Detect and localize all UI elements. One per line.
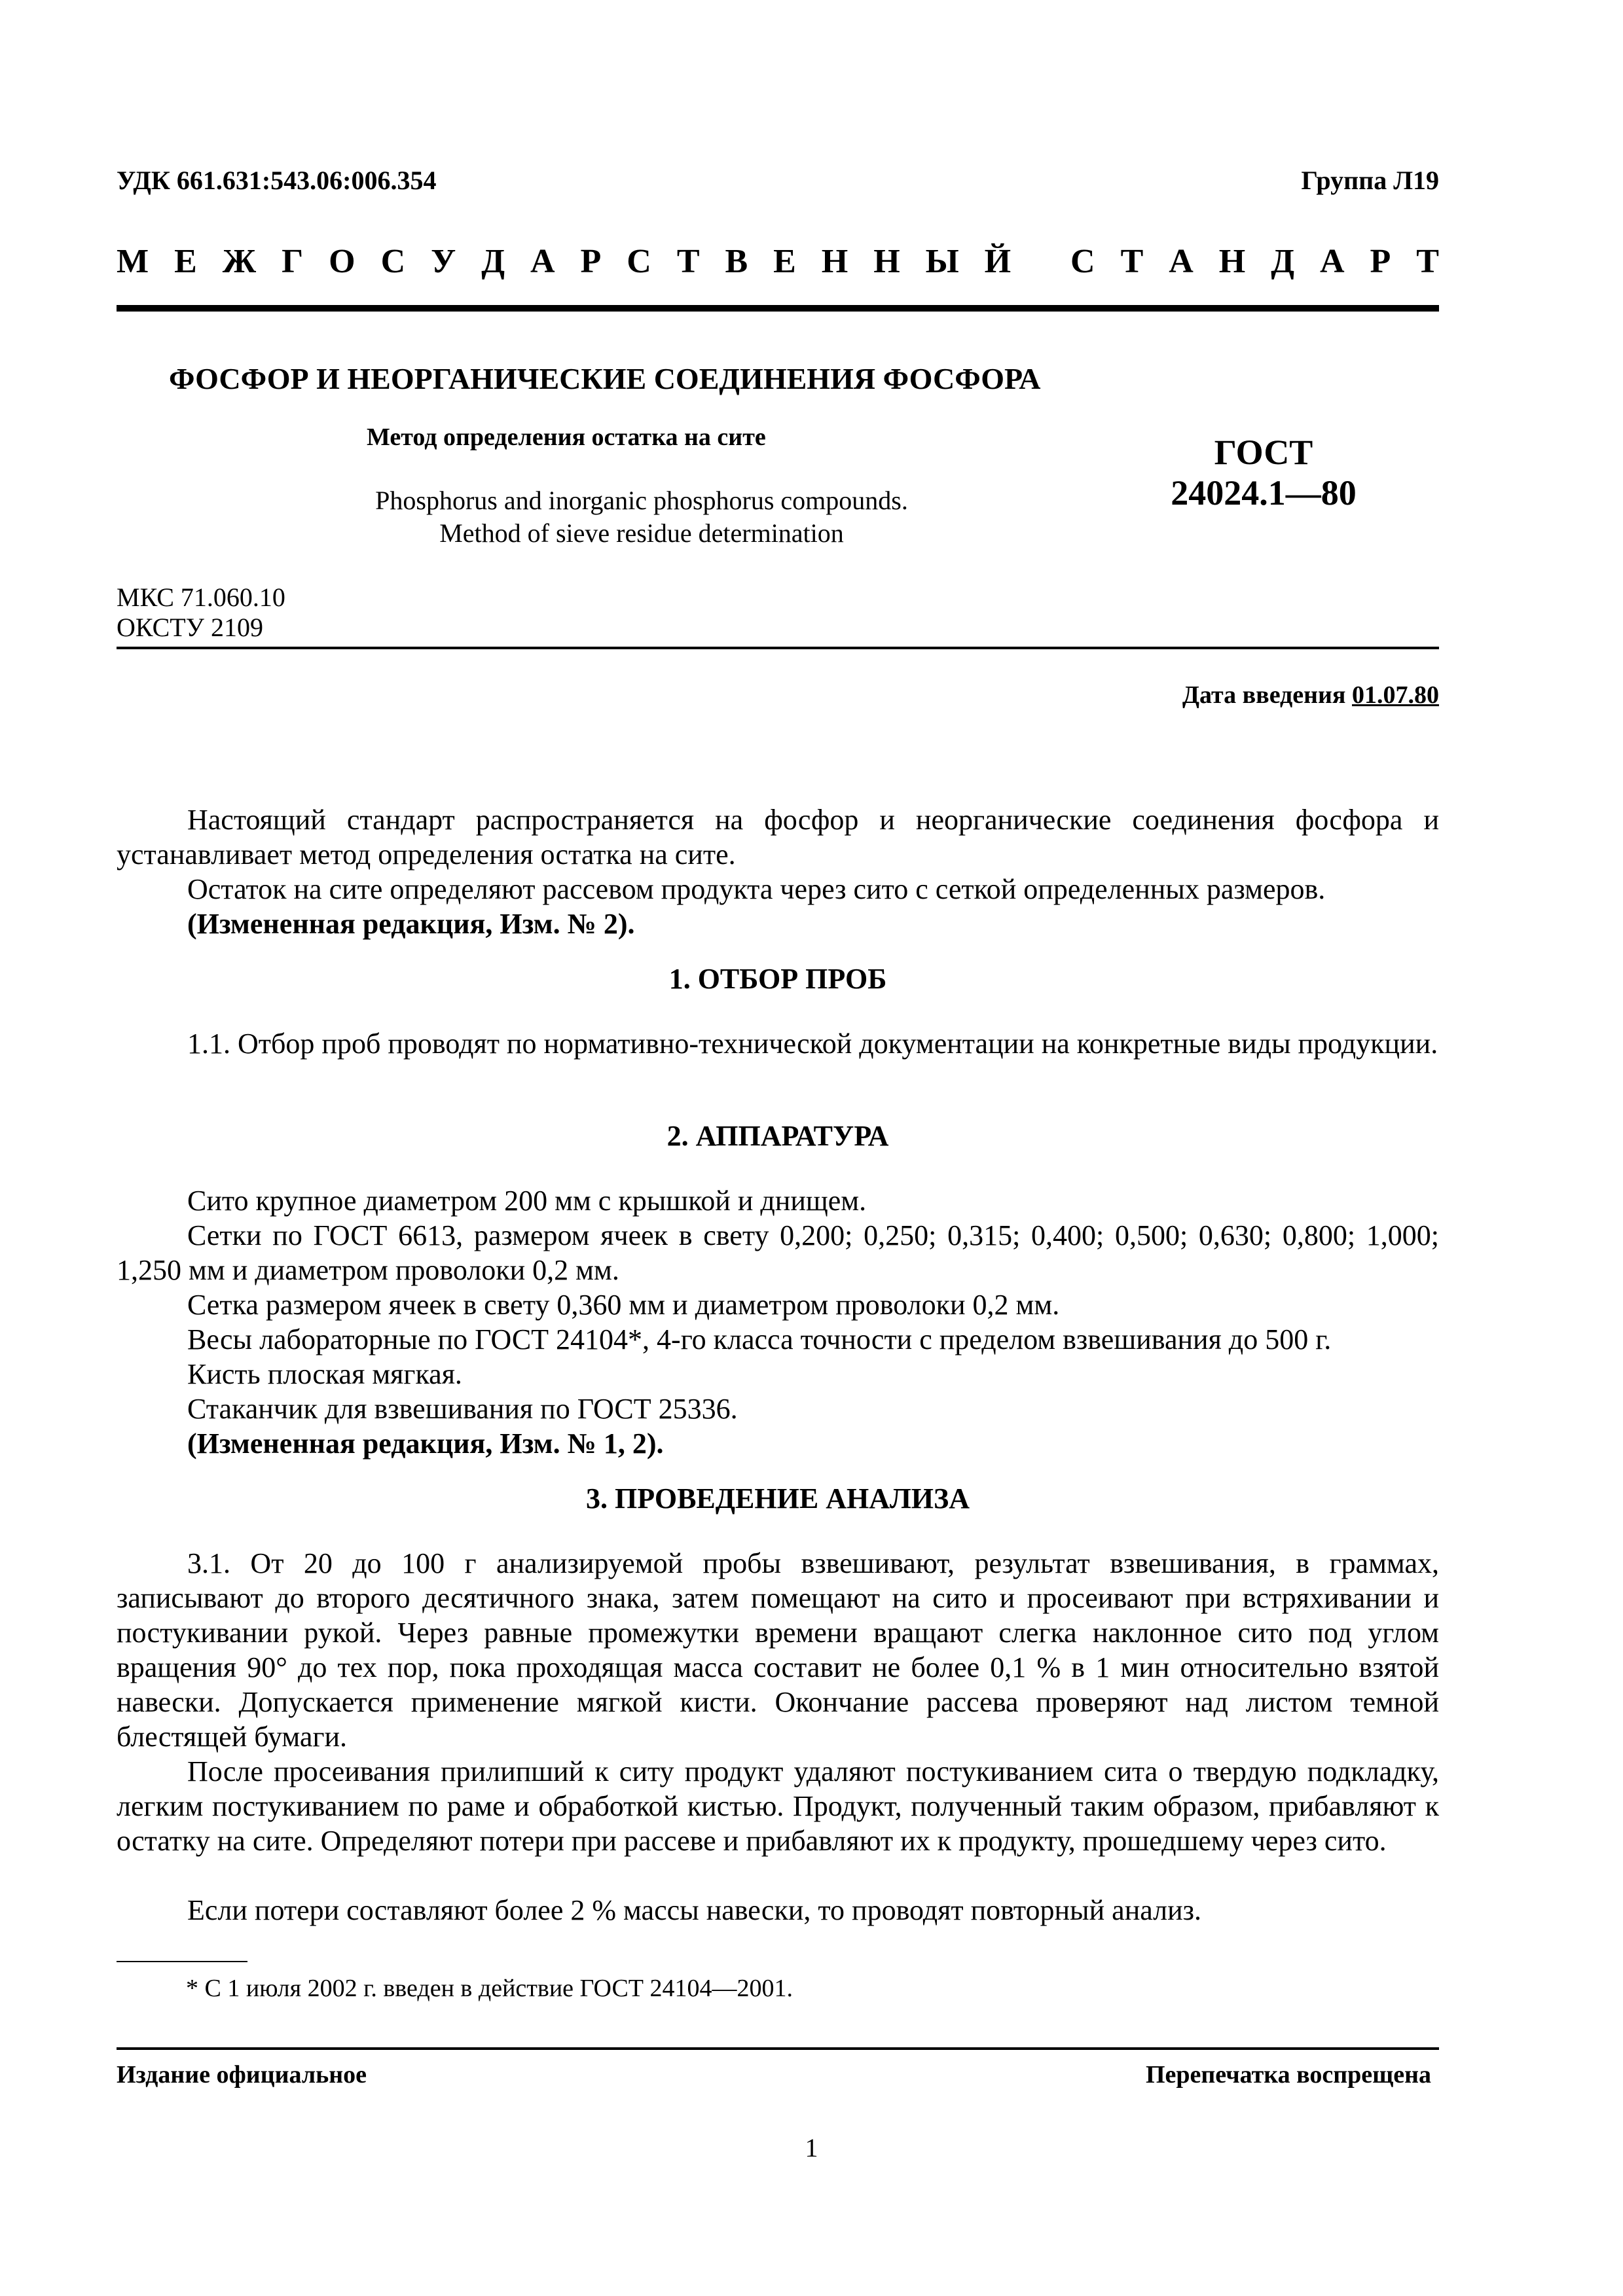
document-title: ФОСФОР И НЕОРГАНИЧЕСКИЕ СОЕДИНЕНИЯ ФОСФОРА — [169, 362, 1041, 395]
gost-number: 24024.1—80 — [1171, 473, 1357, 512]
section-2-paragraph-2: Сетки по ГОСТ 6613, размером ячеек в свету 0,200; 0,250; 0,315; 0,400; 0,500; 0,630; 0,800; 1,000; 1,250 мм и диаметром проволоки 0,2 мм. — [117, 1219, 1439, 1286]
heading-letter: С — [1070, 243, 1095, 280]
codes-rule — [117, 647, 1439, 649]
english-title — [249, 484, 1034, 550]
section-2-paragraph-4: Весы лабораторные по ГОСТ 24104*, 4-го класса точности с пределом взвешивания до 500 г. — [187, 1323, 1332, 1355]
heading-letter: С — [627, 243, 651, 280]
standard-type-heading — [117, 242, 1439, 281]
mks-code: МКС 71.060.10 — [117, 583, 285, 612]
intro-paragraph-2: Остаток на сите определяют рассевом продукта через сито с сеткой определенных размеров. — [187, 873, 1326, 905]
section-2-amendment-note: (Измененная редакция, Изм. № 1, 2). — [187, 1427, 664, 1460]
header-row — [117, 165, 1439, 204]
footnote: * С 1 июля 2002 г. введен в действие ГОСТ 24104—2001. — [186, 1975, 793, 2002]
footer-edition: Издание официальное — [117, 2061, 367, 2089]
section-3-paragraph-3: Если потери составляют более 2 % массы навески, то проводят повторный анализ. — [187, 1894, 1202, 1926]
footer-rule — [117, 2047, 1439, 2050]
heading-letter: Т — [1416, 243, 1439, 280]
footer-reprint-notice: Перепечатка воспрещена — [1145, 2061, 1431, 2089]
heading-letter: А — [530, 243, 555, 280]
date-label: Дата введения — [1182, 681, 1346, 709]
heading-letter: А — [1169, 243, 1194, 280]
section-3-paragraph-2: После просеивания прилипший к ситу продукт удаляют постукиванием сита о твердую подкладку, легким постукиванием по раме и обработкой кистью. Продукт, полученный таким образом, прибавляют к остатку на сите. Определяют потери при рассеве и прибавляют их к продукту, прошедшему через сито. — [117, 1755, 1439, 1857]
heading-letter: В — [725, 243, 748, 280]
heading-letter — [1036, 242, 1045, 281]
udk-code: УДК 661.631:543.06:006.354 — [117, 166, 437, 195]
heading-letter: Р — [1370, 243, 1391, 280]
okstu-code: ОКСТУ 2109 — [117, 613, 264, 642]
english-title-line2: Method of sieve residue determination — [439, 518, 844, 548]
heading-letter: Г — [282, 243, 304, 280]
heading-letter: Й — [984, 243, 1012, 280]
classification-codes — [117, 583, 285, 643]
header-rule — [117, 305, 1439, 312]
document-subtitle: Метод определения остатка на сите — [367, 423, 766, 451]
heading-letter: Ы — [925, 243, 959, 280]
intro-amendment-note: (Измененная редакция, Изм. № 2). — [187, 908, 635, 940]
heading-letter: Р — [580, 243, 602, 280]
heading-letter: Ж — [222, 243, 257, 280]
section-1-paragraph: 1.1. Отбор проб проводят по нормативно-технической документации на конкретные виды продукции. — [187, 1028, 1438, 1060]
section-2-paragraph-1: Сито крупное диаметром 200 мм с крышкой и днищем. — [187, 1185, 867, 1217]
heading-letter: Т — [676, 243, 700, 280]
section-1-heading: 1. ОТБОР ПРОБ — [668, 963, 887, 995]
gost-label: ГОСТ — [1214, 433, 1313, 472]
section-2-heading: 2. АППАРАТУРА — [666, 1120, 889, 1152]
heading-letter: О — [329, 243, 356, 280]
heading-letter: У — [431, 243, 456, 280]
heading-letter: А — [1319, 243, 1345, 280]
introduction-date — [1182, 681, 1439, 709]
intro-paragraph-1: Настоящий стандарт распространяется на фосфор и неорганические соединения фосфора и устанавливает метод определения остатка на сите. — [117, 804, 1439, 870]
heading-letter: Е — [773, 243, 796, 280]
section-3-heading: 3. ПРОВЕДЕНИЕ АНАЛИЗА — [586, 1482, 970, 1515]
section-3-paragraph-1: 3.1. От 20 до 100 г анализируемой пробы взвешивают, результат взвешивания, в граммах, записывают до второго десятичного знака, затем помещают на сито и просеивают при встряхивании и постукивании рукой. Через равные промежутки времени вращают слегка наклонное сито под углом вращения 90° до тех пор, пока проходящая масса составит не более 0,1 % в 1 мин относительно взятой навески. Допускается применение мягкой кисти. Окончание рассева проверяют над листом темной блестящей бумаги. — [117, 1547, 1439, 1753]
heading-letter: М — [117, 243, 149, 280]
heading-letter: Н — [821, 243, 848, 280]
section-2-paragraph-3: Сетка размером ячеек в свету 0,360 мм и диаметром проволоки 0,2 мм. — [187, 1289, 1060, 1321]
heading-letter: Д — [481, 243, 505, 280]
gost-designation — [1152, 432, 1375, 513]
heading-letter: Д — [1271, 243, 1294, 280]
date-value: 01.07.80 — [1352, 681, 1439, 709]
heading-letter: С — [380, 243, 406, 280]
section-2-paragraph-6: Стаканчик для взвешивания по ГОСТ 25336. — [187, 1393, 738, 1425]
heading-letter: Е — [174, 243, 197, 280]
section-2-paragraph-5: Кисть плоская мягкая. — [187, 1358, 462, 1390]
heading-letter: Н — [1218, 243, 1246, 280]
footnote-rule — [117, 1961, 247, 1962]
heading-letter: Т — [1120, 243, 1144, 280]
group-code: Группа Л19 — [1301, 166, 1439, 195]
page-number: 1 — [805, 2133, 818, 2162]
english-title-line1: Phosphorus and inorganic phosphorus compounds. — [375, 486, 908, 515]
heading-letter: Н — [873, 243, 900, 280]
